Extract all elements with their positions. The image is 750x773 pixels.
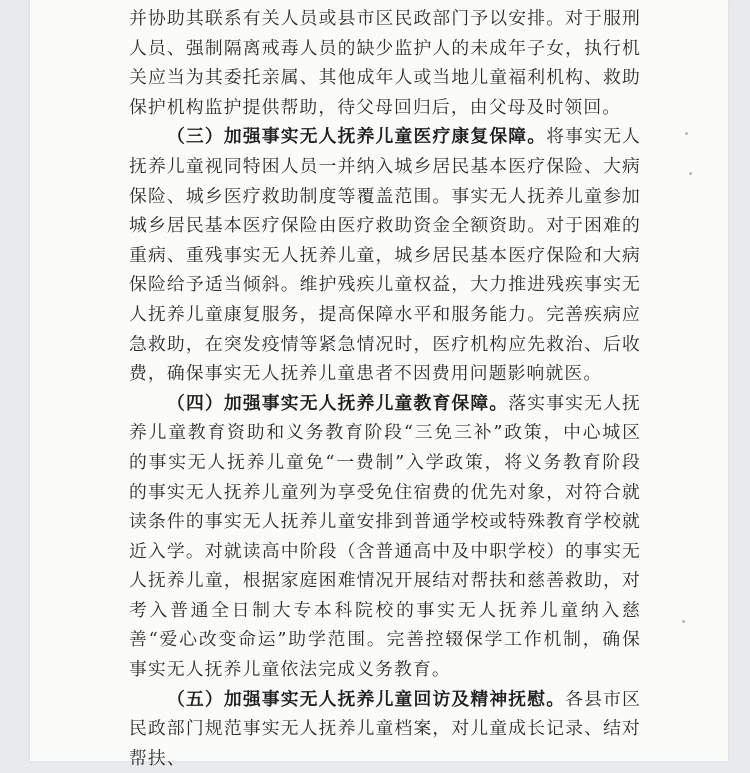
section-3-paragraph <box>129 122 641 388</box>
section-4-heading: （四）加强事实无人抚养儿童教育保障。 <box>167 392 509 414</box>
scan-speck <box>689 172 692 175</box>
section-5-heading: （五）加强事实无人抚养儿童回访及精神抚慰。 <box>167 688 566 710</box>
paragraph-continuation: 并协助其联系有关人员或县市区民政部门予以安排。对于服刑人员、强制隔离戒毒人员的缺少监护人的未成年子女，执行机关应当为其委托亲属、其他成年人或当地儿童福利机构、救助保护机构监护提供帮助，待父母回归后，由父母及时领回。 <box>129 8 641 118</box>
section-5-paragraph <box>129 685 641 773</box>
document-body <box>129 4 641 773</box>
scan-speck <box>685 132 688 135</box>
section-5-body: 各县市区民政部门规范事实无人抚养儿童档案，对儿童成长记录、结对帮扶、 <box>129 688 641 769</box>
section-3-heading: （三）加强事实无人抚养儿童医疗康复保障。 <box>167 126 547 148</box>
section-4-body: 落实事实无人抚养儿童教育资助和义务教育阶段“三免三补”政策，中心城区的事实无人抚养儿童免“一费制”入学政策，将义务教育阶段的事实无人抚养儿童列为享受免住宿费的优先对象，对符合就读条件的事实无人抚养儿童安排到普通学校或特殊教育学校就近入学。对就读高中阶段（含普通高中及中职学校）的事实无人抚养儿童，根据家庭困难情况开展结对帮扶和慈善救助，对考入普通全日制大专本科院校的事实无人抚养儿童纳入慈善“爱心改变命运”助学范围。完善控辍保学工作机制，确保事实无人抚养儿童依法完成义务教育。 <box>129 392 641 681</box>
section-4-paragraph <box>129 389 641 685</box>
document-page <box>30 0 728 769</box>
scan-speck <box>682 620 685 623</box>
section-3-body: 将事实无人抚养儿童视同特困人员一并纳入城乡居民基本医疗保险、大病保险、城乡医疗救助制度等覆盖范围。事实无人抚养儿童参加城乡居民基本医疗保险由医疗救助资金全额资助。对于困难的重病、重残事实无人抚养儿童，城乡居民基本医疗保险和大病保险给予适当倾斜。维护残疾儿童权益，大力推进残疾事实无人抚养儿童康复服务，提高保障水平和服务能力。完善疾病应急救助，在突发疫情等紧急情况时，医疗机构应先救治、后收费，确保事实无人抚养儿童患者不因费用问题影响就医。 <box>129 126 641 385</box>
